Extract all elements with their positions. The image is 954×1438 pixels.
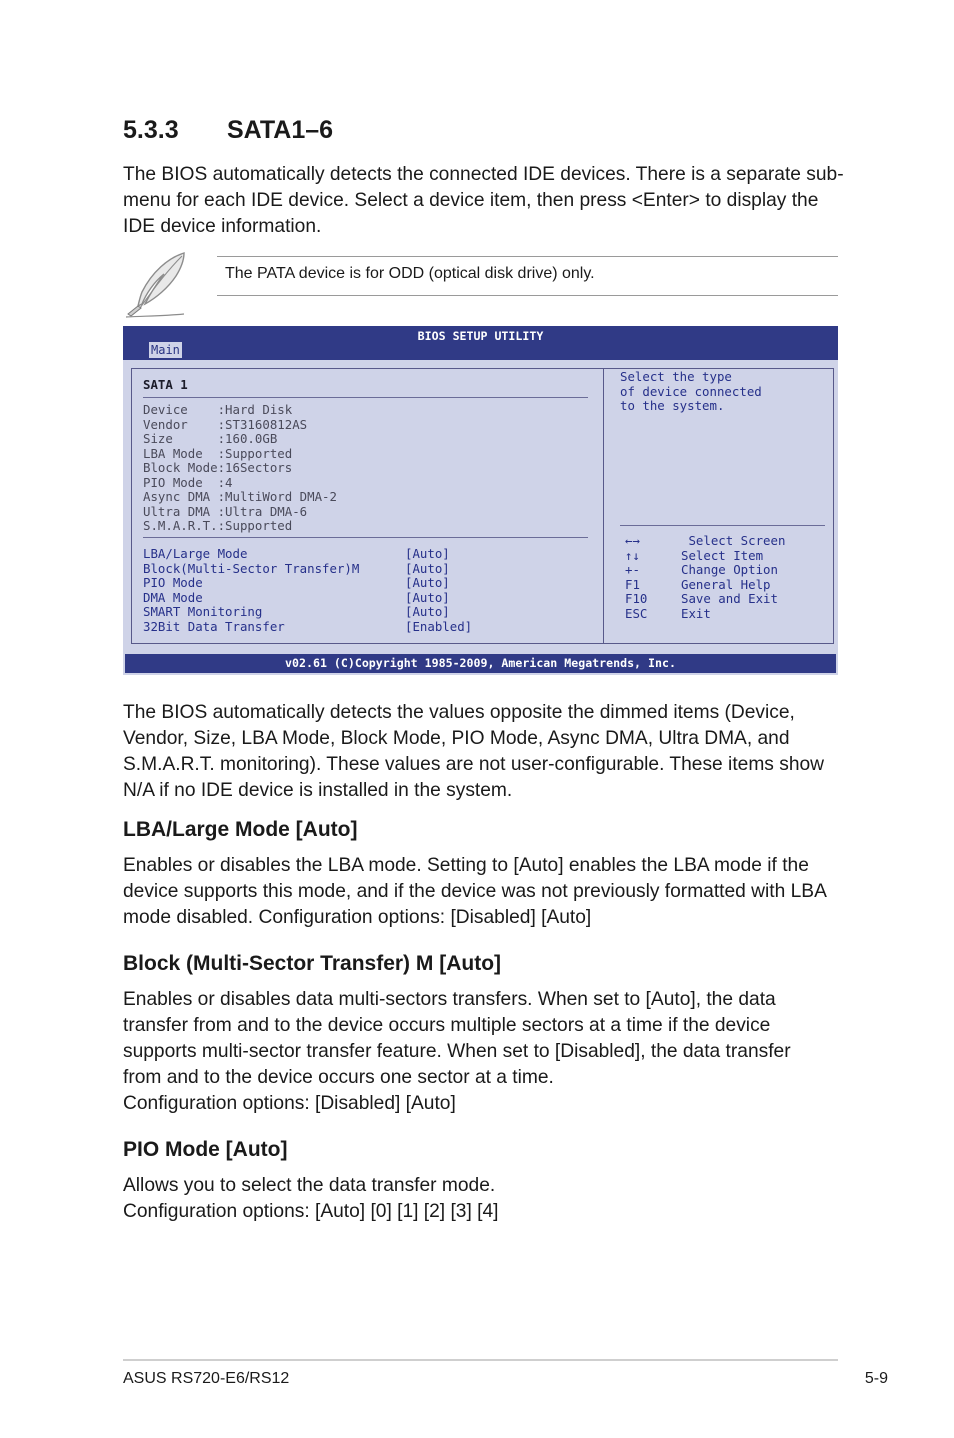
key-label: F1 — [625, 576, 640, 592]
key-desc: Save and Exit — [681, 591, 778, 606]
bios-help-panel — [603, 368, 834, 644]
after-bios-paragraph: The BIOS automatically detects the values opposite the dimmed items (Device, Vendor, Size, LBA Mode, Block Mode, PIO Mode, Async DMA, Ultra DMA, and S.M.A.R.T. monitoring). These values are not user-configurable. These items show N/A if no IDE device is installed in the system. — [123, 702, 825, 801]
bios-info-line: Block Mode:16Sectors — [143, 460, 293, 475]
footer-product: ASUS RS720-E6/RS12 — [123, 1370, 290, 1387]
setting-label: Block(Multi-Sector Transfer)M — [143, 560, 360, 576]
bios-info-line: Device :Hard Disk — [143, 402, 293, 417]
key-label: +- — [625, 562, 640, 577]
bios-info-line: Size :160.0GB — [143, 431, 278, 446]
setting-label: DMA Mode — [143, 589, 203, 605]
key-label: ESC — [625, 605, 648, 621]
block-options: Configuration options: [Disabled] [Auto] — [123, 1093, 456, 1114]
feather-pen-icon — [124, 250, 190, 320]
intro-paragraph: The BIOS automatically detects the connected IDE devices. There is a separate sub-menu for each IDE device. Select a device item, then press <Enter> to display the IDE device information. — [123, 164, 844, 237]
key-desc: Change Option — [681, 562, 778, 577]
note-top-rule — [217, 256, 838, 257]
key-row — [625, 563, 778, 578]
note-text: The PATA device is for ODD (optical disk drive) only. — [225, 265, 595, 282]
help-line: Select the type — [620, 369, 732, 384]
bios-divider — [143, 537, 588, 538]
note-bottom-rule — [217, 295, 838, 296]
key-desc: Select Item — [681, 547, 764, 563]
key-label: ←→ — [625, 533, 640, 548]
pio-paragraph: Allows you to select the data transfer mode. — [123, 1175, 496, 1196]
key-desc: General Help — [681, 576, 771, 592]
bios-divider — [143, 397, 588, 398]
section-title: SATA1–6 — [227, 116, 334, 144]
setting-label: PIO Mode — [143, 575, 203, 590]
bios-left-panel — [131, 368, 604, 644]
lba-paragraph: Enables or disables the LBA mode. Setting to [Auto] enables the LBA mode if the device supports this mode, and if the device was not previously formatted with LBA mode disabled. Configuration options: [Disabled] [Auto] — [123, 855, 826, 928]
bios-copyright: v02.61 (C)Copyright 1985-2009, American Megatrends, Inc. — [125, 654, 836, 673]
bios-info-line: S.M.A.R.T.:Supported — [143, 518, 293, 533]
block-heading: Block (Multi-Sector Transfer) M [Auto] — [123, 952, 502, 975]
key-row — [625, 534, 785, 549]
bios-divider — [620, 525, 825, 526]
section-number: 5.3.3 — [123, 116, 179, 144]
key-row — [625, 578, 771, 593]
setting-label: SMART Monitoring — [143, 604, 263, 619]
setting-value: [Auto] — [405, 546, 450, 561]
footer-rule — [123, 1359, 838, 1361]
setting-label: 32Bit Data Transfer — [143, 618, 285, 634]
key-label: F10 — [625, 591, 648, 606]
help-line: to the system. — [620, 398, 725, 413]
bios-info-line: LBA Mode :Supported — [143, 445, 293, 461]
bios-info-line: Vendor :ST3160812AS — [143, 416, 308, 432]
lba-heading: LBA/Large Mode [Auto] — [123, 818, 358, 841]
setting-value: [Auto] — [405, 604, 450, 619]
help-line: of device connected — [620, 383, 762, 399]
bios-panel-heading: SATA 1 — [143, 377, 188, 392]
bios-screen — [123, 326, 838, 675]
bios-info-line: Async DMA :MultiWord DMA-2 — [143, 489, 337, 504]
key-desc: Select Screen — [681, 533, 786, 548]
bios-info-line: Ultra DMA :Ultra DMA-6 — [143, 503, 308, 519]
setting-value: [Auto] — [405, 560, 450, 576]
key-row — [625, 549, 763, 564]
setting-value: [Auto] — [405, 589, 450, 605]
setting-value: [Auto] — [405, 575, 450, 590]
bios-info-line: PIO Mode :4 — [143, 474, 233, 490]
pio-options: Configuration options: [Auto] [0] [1] [2] [3] [4] — [123, 1201, 499, 1222]
bios-title: BIOS SETUP UTILITY — [417, 329, 544, 343]
key-row — [625, 592, 778, 607]
key-row — [625, 607, 711, 622]
setting-value: [Enabled] — [405, 618, 473, 634]
bios-header — [123, 326, 838, 360]
key-desc: Exit — [681, 605, 711, 621]
pio-heading: PIO Mode [Auto] — [123, 1138, 288, 1161]
section-heading — [123, 116, 333, 145]
setting-label: LBA/Large Mode — [143, 546, 248, 561]
bios-tab-main[interactable]: Main — [151, 343, 180, 357]
key-label: ↑↓ — [625, 547, 640, 563]
footer-page-number: 5-9 — [864, 1370, 888, 1387]
block-paragraph: Enables or disables data multi-sectors transfers. When set to [Auto], the data transfer from and to the device occurs multiple sectors at a time if the device supports multi-sector transfer feature. When set to [Disabled], the data transfer from and to the device occurs one sector at a time. — [123, 989, 791, 1088]
